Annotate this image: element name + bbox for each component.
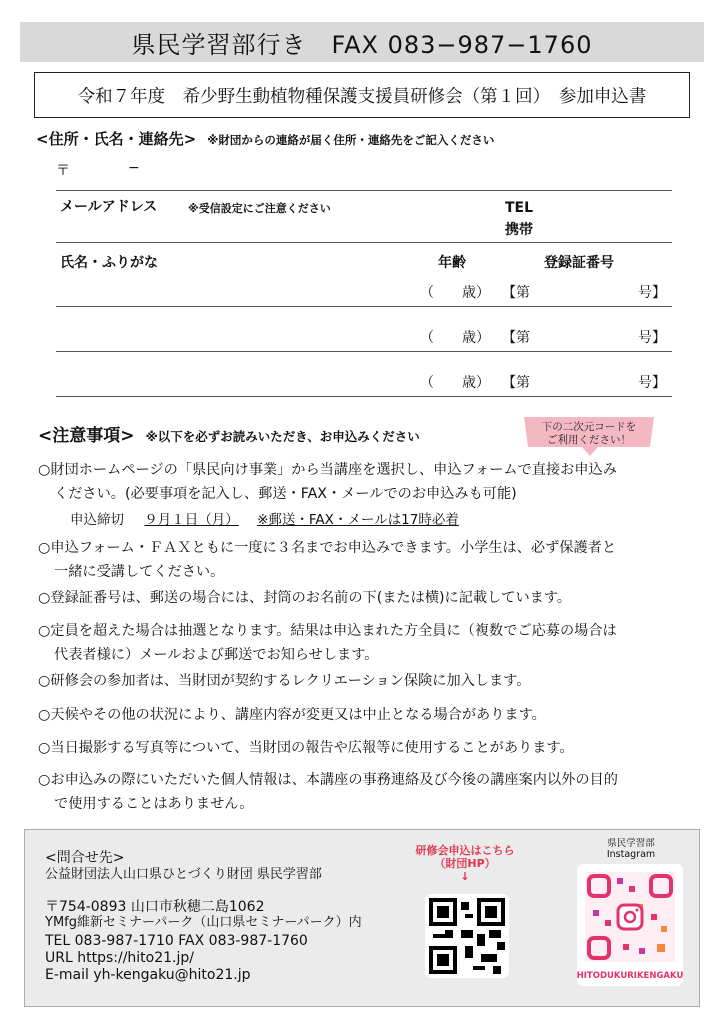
note-item-cont: 代表者様に）メールおよび郵送でお知らせします。 [54, 647, 379, 663]
instagram-qr[interactable] [577, 864, 683, 986]
mobile-label: 携帯 [505, 222, 533, 238]
qr-label-line1: 研修会申込はこちら [415, 844, 515, 857]
note-item-line: ○お申込みの際にいただいた個人情報は、本講座の事務連絡及び今後の講座案内以外の目的 [38, 772, 618, 788]
address-line [56, 190, 672, 191]
postal-dash: − [128, 160, 140, 176]
age-open: （ [420, 285, 434, 301]
contact-postal: 〒754-0893 山口市秋穂二島1062 [45, 899, 265, 915]
reg-close: 号】 [638, 330, 666, 346]
age-unit: 歳） [462, 285, 490, 301]
insta-label [581, 838, 681, 860]
notes-heading-row [38, 421, 420, 446]
qr-label-line2: （財団HP） [434, 857, 496, 870]
note-item-line: ○財団ホームページの「県民向け事業」から当講座を選択し、申込フォームで直接お申込み [38, 462, 617, 478]
note-item-line: ○登録証番号は、郵送の場合には、封筒のお名前の下(または横)に記載しています。 [38, 590, 572, 606]
reg-close: 号】 [638, 375, 666, 391]
contact-box [24, 829, 700, 1007]
insta-caption: HITODUKURIKENGAKU [577, 971, 683, 981]
deadline-label: 申込締切 [70, 512, 124, 528]
age-label: 年齢 [438, 255, 466, 271]
contact-tel-fax: TEL 083-987-1710 FAX 083-987-1760 [45, 933, 308, 949]
callout-line2: ご利用ください！ [547, 434, 631, 446]
reg-open: 【第 [502, 330, 530, 346]
note-item [38, 703, 698, 727]
note-item-cont: ください。(必要事項を記入し、郵送・FAX・メールでのお申込みも可能) [54, 486, 517, 502]
insta-label-line1: 県民学習部 [607, 838, 655, 849]
row-line [56, 351, 672, 352]
notes-heading: <注意事項> [38, 426, 135, 446]
note-item-line: ○研修会の参加者は、当財団が契約するレクリエーション保険に加入します。 [38, 673, 531, 689]
note-item [38, 536, 698, 584]
age-unit: 歳） [462, 330, 490, 346]
note-item-cont: 一緒に受講してください。 [54, 564, 225, 580]
note-item [38, 619, 698, 667]
tel-label: TEL [505, 200, 534, 216]
contact-org: 公益財団法人山口県ひとづくり財団 県民学習部 [45, 867, 322, 882]
contact-email: E-mail yh-kengaku@hito21.jp [45, 967, 251, 983]
instagram-icon [577, 864, 683, 986]
note-item-line: ○定員を超えた場合は抽選となります。結果は申込まれた方全員に（複数でご応募の場合は [38, 623, 617, 639]
contact-line [56, 242, 672, 243]
notes-sub: ※以下を必ずお読みいただき、お申込みください [145, 429, 420, 444]
note-item-line: ○申込フォーム・ＦＡＸともに一度に３名までお申込みできます。小学生は、必ず保護者と [38, 540, 617, 556]
row-line [56, 306, 672, 307]
email-note: ※受信設定にご注意ください [188, 202, 331, 215]
reg-close: 号】 [638, 285, 666, 301]
deadline-row [70, 508, 459, 528]
note-item [38, 458, 698, 506]
note-item [38, 768, 698, 816]
fax-header [20, 22, 704, 62]
note-item [38, 586, 698, 610]
age-open: （ [420, 330, 434, 346]
deadline-note: ※郵送・FAX・メールは17時必着 [257, 512, 459, 528]
callout-line1: 下の二次元コードを [541, 421, 637, 433]
contact-heading: <問合せ先> [45, 850, 125, 866]
fax-header-text: 県民学習部行き FAX 083−987−1760 [131, 30, 593, 59]
age-unit: 歳） [462, 375, 490, 391]
reg-open: 【第 [502, 375, 530, 391]
form-title [34, 72, 690, 118]
note-item [38, 669, 698, 693]
row-line [56, 396, 672, 397]
contact-building: YMfg維新セミナーパーク（山口県セミナーパーク）内 [45, 915, 362, 930]
age-open: （ [420, 375, 434, 391]
note-item [38, 736, 698, 760]
address-heading: <住所・氏名・連絡先> [36, 130, 197, 148]
name-label: 氏名・ふりがな [60, 255, 158, 271]
deadline-date: ９月１日（月） [144, 512, 239, 528]
reg-label: 登録証番号 [544, 255, 614, 271]
reg-open: 【第 [502, 285, 530, 301]
site-qr[interactable] [425, 894, 509, 978]
qr-arrow: ↓ [460, 870, 470, 883]
qr-code-icon [425, 894, 509, 978]
postal-mark: 〒 [56, 163, 70, 179]
form-title-text: 令和７年度 希少野生動植物種保護支援員研修会（第１回） 参加申込書 [77, 86, 647, 107]
address-section-heading [36, 128, 494, 149]
contact-url: URL https://hito21.jp/ [45, 950, 194, 966]
insta-label-line2: Instagram [606, 849, 656, 860]
note-item-line: ○当日撮影する写真等について、当財団の報告や広報等に使用することがあります。 [38, 740, 574, 756]
qr-label [405, 844, 525, 883]
note-item-cont: で使用することはありません。 [54, 796, 254, 812]
address-note: ※財団からの連絡が届く住所・連絡先をご記入ください [207, 133, 495, 147]
note-item-line: ○天候やその他の状況により、講座内容が変更又は中止となる場合があります。 [38, 707, 546, 723]
email-label: メールアドレス [60, 199, 158, 215]
qr-callout [520, 417, 658, 457]
